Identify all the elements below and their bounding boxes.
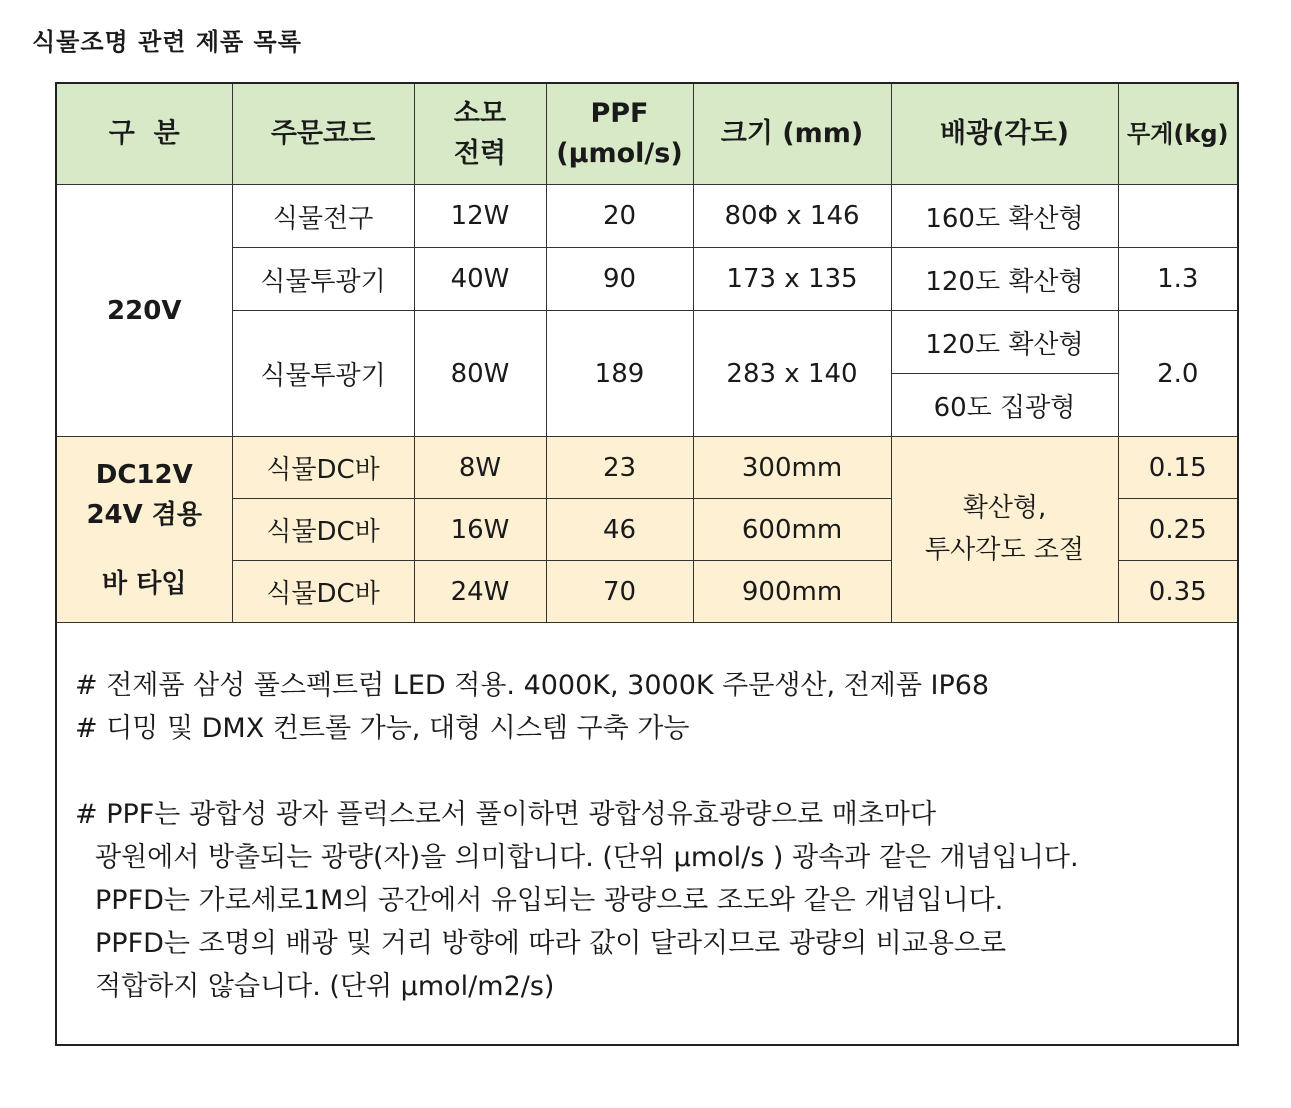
note-line: 광원에서 방출되는 광량(자)을 의미합니다. (단위 μmol/s ) 광속과 같은 개념입니다. — [95, 842, 1079, 873]
size-cell: 300mm — [693, 437, 891, 499]
notes-spacer — [75, 750, 1227, 793]
header-power — [414, 84, 546, 185]
size-cell: 173 x 135 — [693, 248, 891, 311]
table-row — [57, 311, 1237, 374]
header-power-line2: 전력 — [453, 138, 507, 169]
size-cell: 283 x 140 — [693, 311, 891, 437]
category-dc-line2: 24V 겸용 — [86, 500, 203, 531]
note-line: 적합하지 않습니다. (단위 μmol/m2/s) — [95, 971, 555, 1002]
note-line: # 디밍 및 DMX 컨트롤 가능, 대형 시스템 구축 가능 — [75, 713, 690, 744]
order-code-cell: 식물DC바 — [232, 561, 414, 623]
header-category: 구 분 — [57, 84, 232, 185]
ppf-cell: 189 — [546, 311, 693, 437]
category-220v: 220V — [57, 185, 232, 437]
weight-cell — [1118, 185, 1237, 248]
table-row — [57, 185, 1237, 248]
power-cell: 12W — [414, 185, 546, 248]
note-line: PPFD는 조명의 배광 및 거리 방향에 따라 값이 달라지므로 광량의 비교용으로 — [95, 928, 1007, 959]
ppf-cell: 46 — [546, 499, 693, 561]
ppf-cell: 70 — [546, 561, 693, 623]
table-row — [57, 248, 1237, 311]
order-code-cell: 식물투광기 — [232, 248, 414, 311]
header-beam: 배광(각도) — [891, 84, 1118, 185]
beam-cell: 120도 확산형 — [891, 311, 1118, 374]
weight-cell: 2.0 — [1118, 311, 1237, 437]
document-title: 식물조명 관련 제품 목록 — [32, 28, 302, 56]
beam-cell: 60도 집광형 — [891, 374, 1118, 437]
product-table — [57, 84, 1237, 623]
ppf-cell: 90 — [546, 248, 693, 311]
header-weight: 무게(kg) — [1118, 84, 1237, 185]
power-cell: 24W — [414, 561, 546, 623]
product-table-frame — [55, 82, 1239, 1046]
header-ppf — [546, 84, 693, 185]
beam-dc-line1: 확산형, — [962, 492, 1047, 523]
beam-dc-line2: 투사각도 조절 — [925, 534, 1084, 565]
power-cell: 16W — [414, 499, 546, 561]
weight-cell: 0.25 — [1118, 499, 1237, 561]
category-dc-line1: DC12V — [95, 460, 193, 491]
beam-cell: 160도 확산형 — [891, 185, 1118, 248]
size-cell: 80Φ x 146 — [693, 185, 891, 248]
size-cell: 600mm — [693, 499, 891, 561]
note-line: PPFD는 가로세로1M의 공간에서 유입되는 광량으로 조도와 같은 개념입니다. — [95, 885, 1004, 916]
table-header-row — [57, 84, 1237, 185]
power-cell: 40W — [414, 248, 546, 311]
beam-cell: 120도 확산형 — [891, 248, 1118, 311]
weight-cell: 0.35 — [1118, 561, 1237, 623]
category-dc-bar — [57, 437, 232, 623]
note-line: # PPF는 광합성 광자 플럭스로서 풀이하면 광합성유효광량으로 매초마다 — [75, 799, 937, 830]
weight-cell: 1.3 — [1118, 248, 1237, 311]
note-line: # 전제품 삼성 풀스펙트럼 LED 적용. 4000K, 3000K 주문생산, 전제품 IP68 — [75, 670, 990, 701]
order-code-cell: 식물DC바 — [232, 499, 414, 561]
order-code-cell: 식물전구 — [232, 185, 414, 248]
ppf-cell: 20 — [546, 185, 693, 248]
category-dc-line3: 바 타입 — [102, 568, 187, 599]
order-code-cell: 식물DC바 — [232, 437, 414, 499]
beam-cell-dc — [891, 437, 1118, 623]
weight-cell: 0.15 — [1118, 437, 1237, 499]
table-row — [57, 437, 1237, 499]
notes-section — [75, 664, 1227, 1008]
header-size: 크기 (mm) — [693, 84, 891, 185]
ppf-cell: 23 — [546, 437, 693, 499]
order-code-cell: 식물투광기 — [232, 311, 414, 437]
size-cell: 900mm — [693, 561, 891, 623]
power-cell: 8W — [414, 437, 546, 499]
header-ppf-line1: PPF — [590, 97, 649, 129]
header-order-code: 주문코드 — [232, 84, 414, 185]
power-cell: 80W — [414, 311, 546, 437]
header-ppf-line2: (μmol/s) — [556, 138, 683, 169]
header-power-line1: 소모 — [453, 97, 507, 129]
